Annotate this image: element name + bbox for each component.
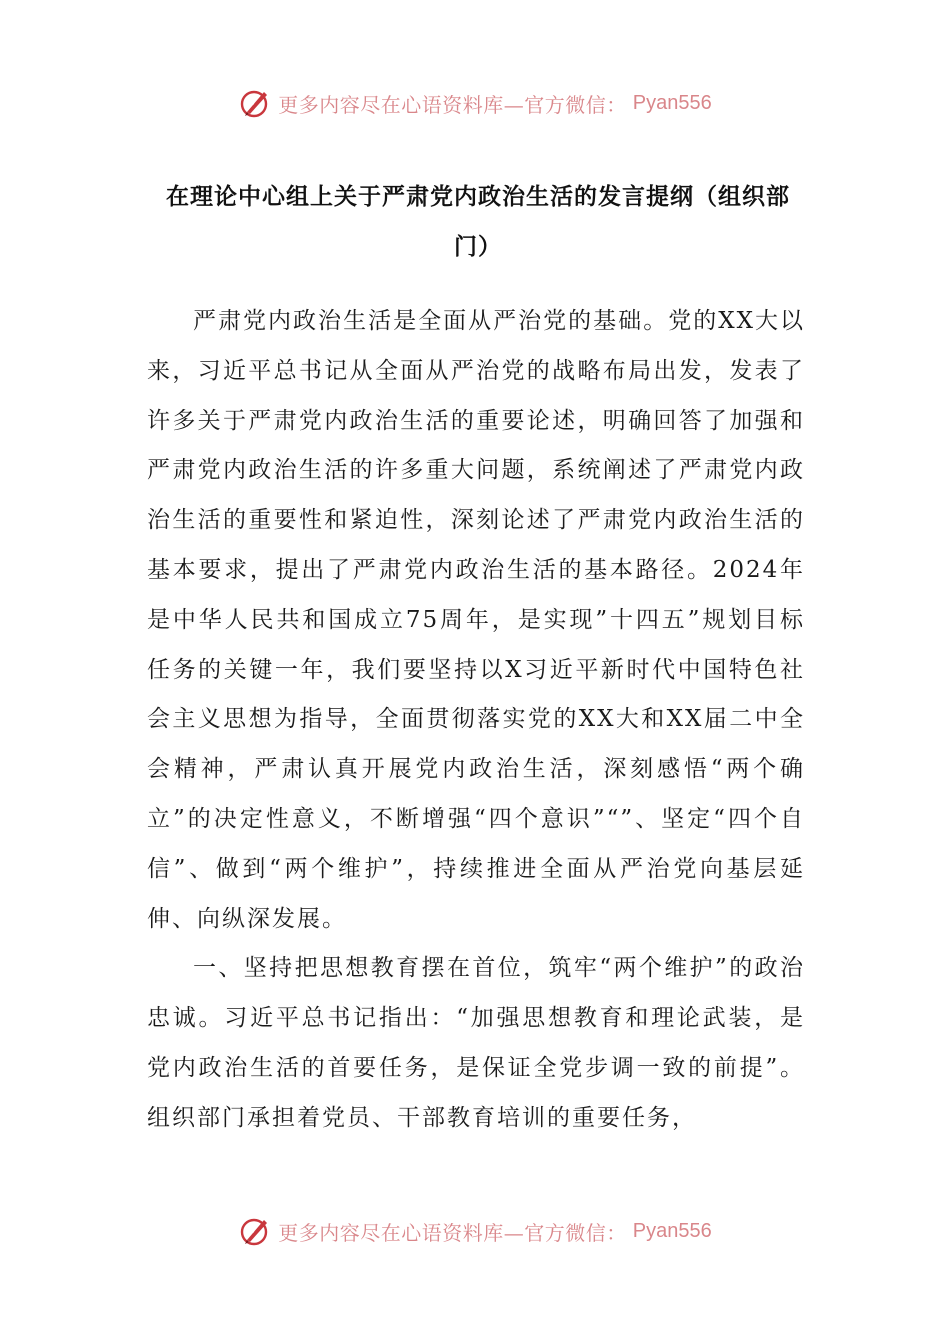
watermark-wechat-id: Pyan556 <box>632 91 712 114</box>
watermark-text: 更多内容尽在心语资料库—官方微信： <box>278 92 627 117</box>
document-title: 在理论中心组上关于严肃党内政治生活的发言提纲（组织部门） <box>166 184 790 260</box>
watermark-wechat-id: Pyan556 <box>632 1219 712 1242</box>
watermark-top <box>0 83 950 123</box>
watermark-bottom <box>0 1211 950 1251</box>
watermark-text: 更多内容尽在心语资料库—官方微信： <box>278 1220 627 1245</box>
pen-logo-icon <box>238 86 272 120</box>
document-body <box>147 297 805 1144</box>
paragraph-section-one: 一、坚持把思想教育摆在首位，筑牢“两个维护”的政治忠诚。习近平总书记指出：“加强思想教育和理论武装，是党内政治生活的首要任务，是保证全党步调一致的前提”。组织部门承担着党员、干部教育培训的重要任务， <box>147 955 805 1131</box>
paragraph-intro: 严肃党内政治生活是全面从严治党的基础。党的XX大以来，习近平总书记从全面从严治党的战略布局出发，发表了许多关于严肃党内政治生活的重要论述，明确回答了加强和严肃党内政治生活的许多重大问题，系统阐述了严肃党内政治生活的重要性和紧迫性，深刻论述了严肃党内政治生活的基本要求，提出了严肃党内政治生活的基本路径。2024年是中华人民共和国成立75周年，是实现”十四五”规划目标任务的关键一年，我们要坚持以X习近平新时代中国特色社会主义思想为指导，全面贯彻落实党的XX大和XX届二中全会精神，严肃认真开展党内政治生活，深刻感悟“两个确立”的决定性意义，不断增强“四个意识”“”、坚定“四个自信”、做到“两个维护”，持续推进全面从严治党向基层延伸、向纵深发展。 <box>147 308 805 932</box>
pen-logo-icon <box>238 1214 272 1248</box>
